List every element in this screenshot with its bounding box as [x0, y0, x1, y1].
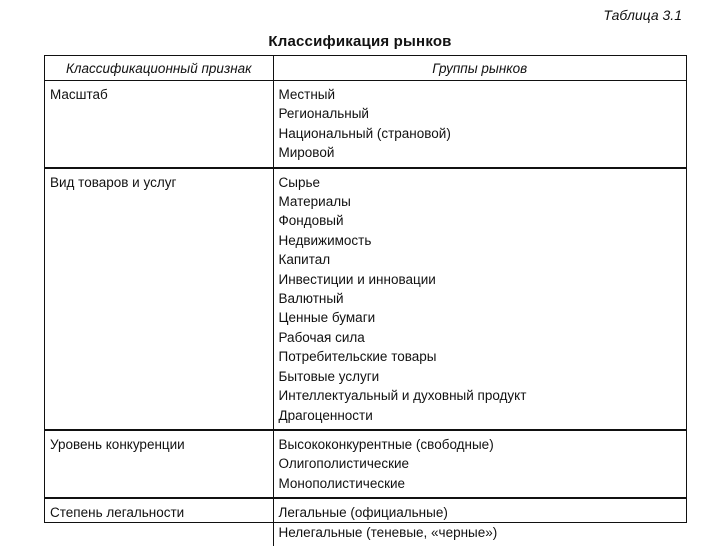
criterion-cell	[45, 498, 273, 546]
groups-cell	[273, 498, 686, 546]
market-group-item: Потребительские товары	[278, 349, 437, 365]
market-group-item: Бытовые услуги	[278, 368, 380, 384]
market-group-item: Легальные (официальные)	[278, 505, 448, 521]
criterion-label: Степень легальности	[50, 505, 185, 521]
criterion-label: Масштаб	[50, 87, 108, 102]
market-group-item: Капитал	[278, 252, 331, 268]
criterion-cell	[45, 168, 273, 430]
table-row	[45, 81, 686, 168]
market-group-item: Национальный (страновой)	[278, 125, 451, 141]
market-group-item: Региональный	[278, 106, 369, 122]
criterion-cell	[45, 430, 273, 498]
table-number: Таблица 3.1	[603, 7, 682, 23]
market-group-item: Высококонкурентные (свободные)	[278, 436, 494, 452]
market-group-item: Недвижимость	[278, 232, 372, 248]
table-row	[45, 498, 686, 546]
criterion-cell	[45, 81, 273, 168]
market-group-item: Драгоценности	[278, 407, 373, 423]
market-group-item: Мировой	[278, 145, 335, 161]
criterion-label: Уровень конкуренции	[50, 436, 185, 452]
groups-cell	[273, 168, 686, 430]
table-row	[45, 168, 686, 430]
market-group-item: Олигополистические	[278, 456, 410, 472]
market-group-item: Сырье	[278, 174, 321, 190]
classification-table	[44, 55, 687, 540]
market-group-item: Валютный	[278, 291, 344, 307]
market-group-item: Материалы	[278, 194, 351, 210]
groups-cell	[273, 81, 686, 168]
table-row	[45, 430, 686, 498]
table-title: Классификация рынков	[268, 33, 452, 50]
markets-table	[45, 56, 686, 546]
criterion-label: Вид товаров и услуг	[50, 174, 177, 190]
market-group-item: Нелегальные (теневые, «черные»)	[278, 524, 498, 540]
header-row	[45, 56, 686, 81]
market-group-item: Интеллектуальный и духовный продукт	[278, 388, 527, 404]
market-group-item: Ценные бумаги	[278, 310, 376, 326]
market-group-item: Инвестиции и инновации	[278, 271, 436, 287]
header-groups: Группы рынков	[273, 56, 686, 81]
market-group-item: Монополистические	[278, 475, 406, 491]
market-group-item: Местный	[278, 87, 336, 102]
market-group-item: Рабочая сила	[278, 329, 365, 345]
header-criterion: Классификационный признак	[45, 56, 273, 81]
groups-cell	[273, 430, 686, 498]
market-group-item: Фондовый	[278, 213, 344, 229]
